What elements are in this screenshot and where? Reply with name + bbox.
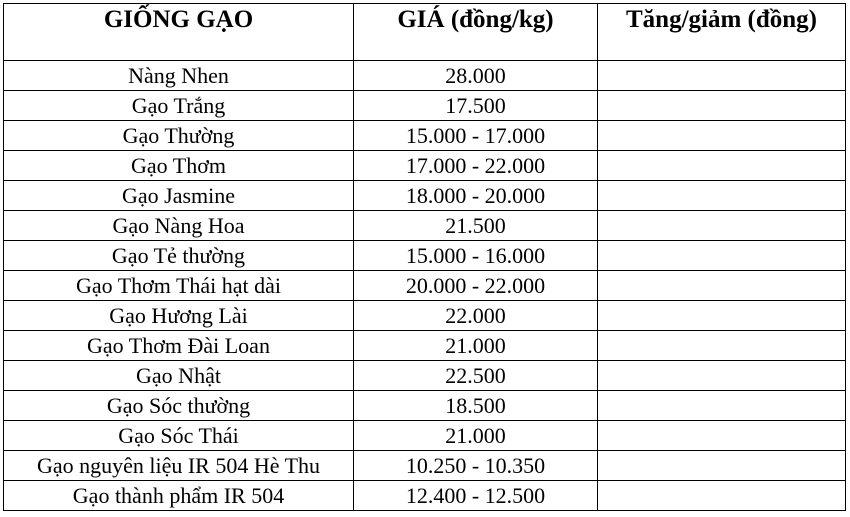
change-cell [598, 61, 846, 91]
change-cell [598, 241, 846, 271]
price-cell: 17.500 [354, 91, 598, 121]
price-cell: 17.000 - 22.000 [354, 151, 598, 181]
change-cell [598, 301, 846, 331]
table-row [4, 331, 846, 361]
price-cell: 18.500 [354, 391, 598, 421]
variety-cell: Gạo Thơm Đài Loan [4, 331, 354, 361]
price-cell: 20.000 - 22.000 [354, 271, 598, 301]
table-row [4, 271, 846, 301]
variety-cell: Gạo thành phẩm IR 504 [4, 481, 354, 511]
table-header-row [4, 4, 846, 61]
change-cell [598, 421, 846, 451]
change-cell [598, 271, 846, 301]
price-cell: 12.400 - 12.500 [354, 481, 598, 511]
variety-cell: Gạo Jasmine [4, 181, 354, 211]
table-row [4, 181, 846, 211]
rice-price-table [3, 3, 846, 511]
change-cell [598, 481, 846, 511]
table-row [4, 481, 846, 511]
change-cell [598, 391, 846, 421]
table-row [4, 451, 846, 481]
variety-cell: Gạo nguyên liệu IR 504 Hè Thu [4, 451, 354, 481]
header-variety: GIỐNG GẠO [4, 4, 354, 61]
price-cell: 18.000 - 20.000 [354, 181, 598, 211]
price-cell: 21.500 [354, 211, 598, 241]
table-row [4, 211, 846, 241]
table-body [4, 61, 846, 511]
variety-cell: Nàng Nhen [4, 61, 354, 91]
variety-cell: Gạo Thơm Thái hạt dài [4, 271, 354, 301]
table-row [4, 241, 846, 271]
table-row [4, 151, 846, 181]
variety-cell: Gạo Nhật [4, 361, 354, 391]
table-row [4, 91, 846, 121]
table-row [4, 61, 846, 91]
table-row [4, 391, 846, 421]
variety-cell: Gạo Tẻ thường [4, 241, 354, 271]
change-cell [598, 361, 846, 391]
price-cell: 10.250 - 10.350 [354, 451, 598, 481]
price-cell: 22.000 [354, 301, 598, 331]
variety-cell: Gạo Sóc thường [4, 391, 354, 421]
change-cell [598, 451, 846, 481]
change-cell [598, 331, 846, 361]
header-price: GIÁ (đồng/kg) [354, 4, 598, 61]
price-cell: 28.000 [354, 61, 598, 91]
change-cell [598, 121, 846, 151]
price-cell: 15.000 - 17.000 [354, 121, 598, 151]
table-row [4, 121, 846, 151]
price-cell: 21.000 [354, 331, 598, 361]
price-cell: 22.500 [354, 361, 598, 391]
price-cell: 21.000 [354, 421, 598, 451]
price-cell: 15.000 - 16.000 [354, 241, 598, 271]
variety-cell: Gạo Sóc Thái [4, 421, 354, 451]
variety-cell: Gạo Nàng Hoa [4, 211, 354, 241]
header-change: Tăng/giảm (đồng) [598, 4, 846, 61]
table-row [4, 421, 846, 451]
change-cell [598, 181, 846, 211]
table-row [4, 301, 846, 331]
variety-cell: Gạo Hương Lài [4, 301, 354, 331]
change-cell [598, 211, 846, 241]
table-row [4, 361, 846, 391]
change-cell [598, 91, 846, 121]
variety-cell: Gạo Trắng [4, 91, 354, 121]
variety-cell: Gạo Thơm [4, 151, 354, 181]
variety-cell: Gạo Thường [4, 121, 354, 151]
change-cell [598, 151, 846, 181]
